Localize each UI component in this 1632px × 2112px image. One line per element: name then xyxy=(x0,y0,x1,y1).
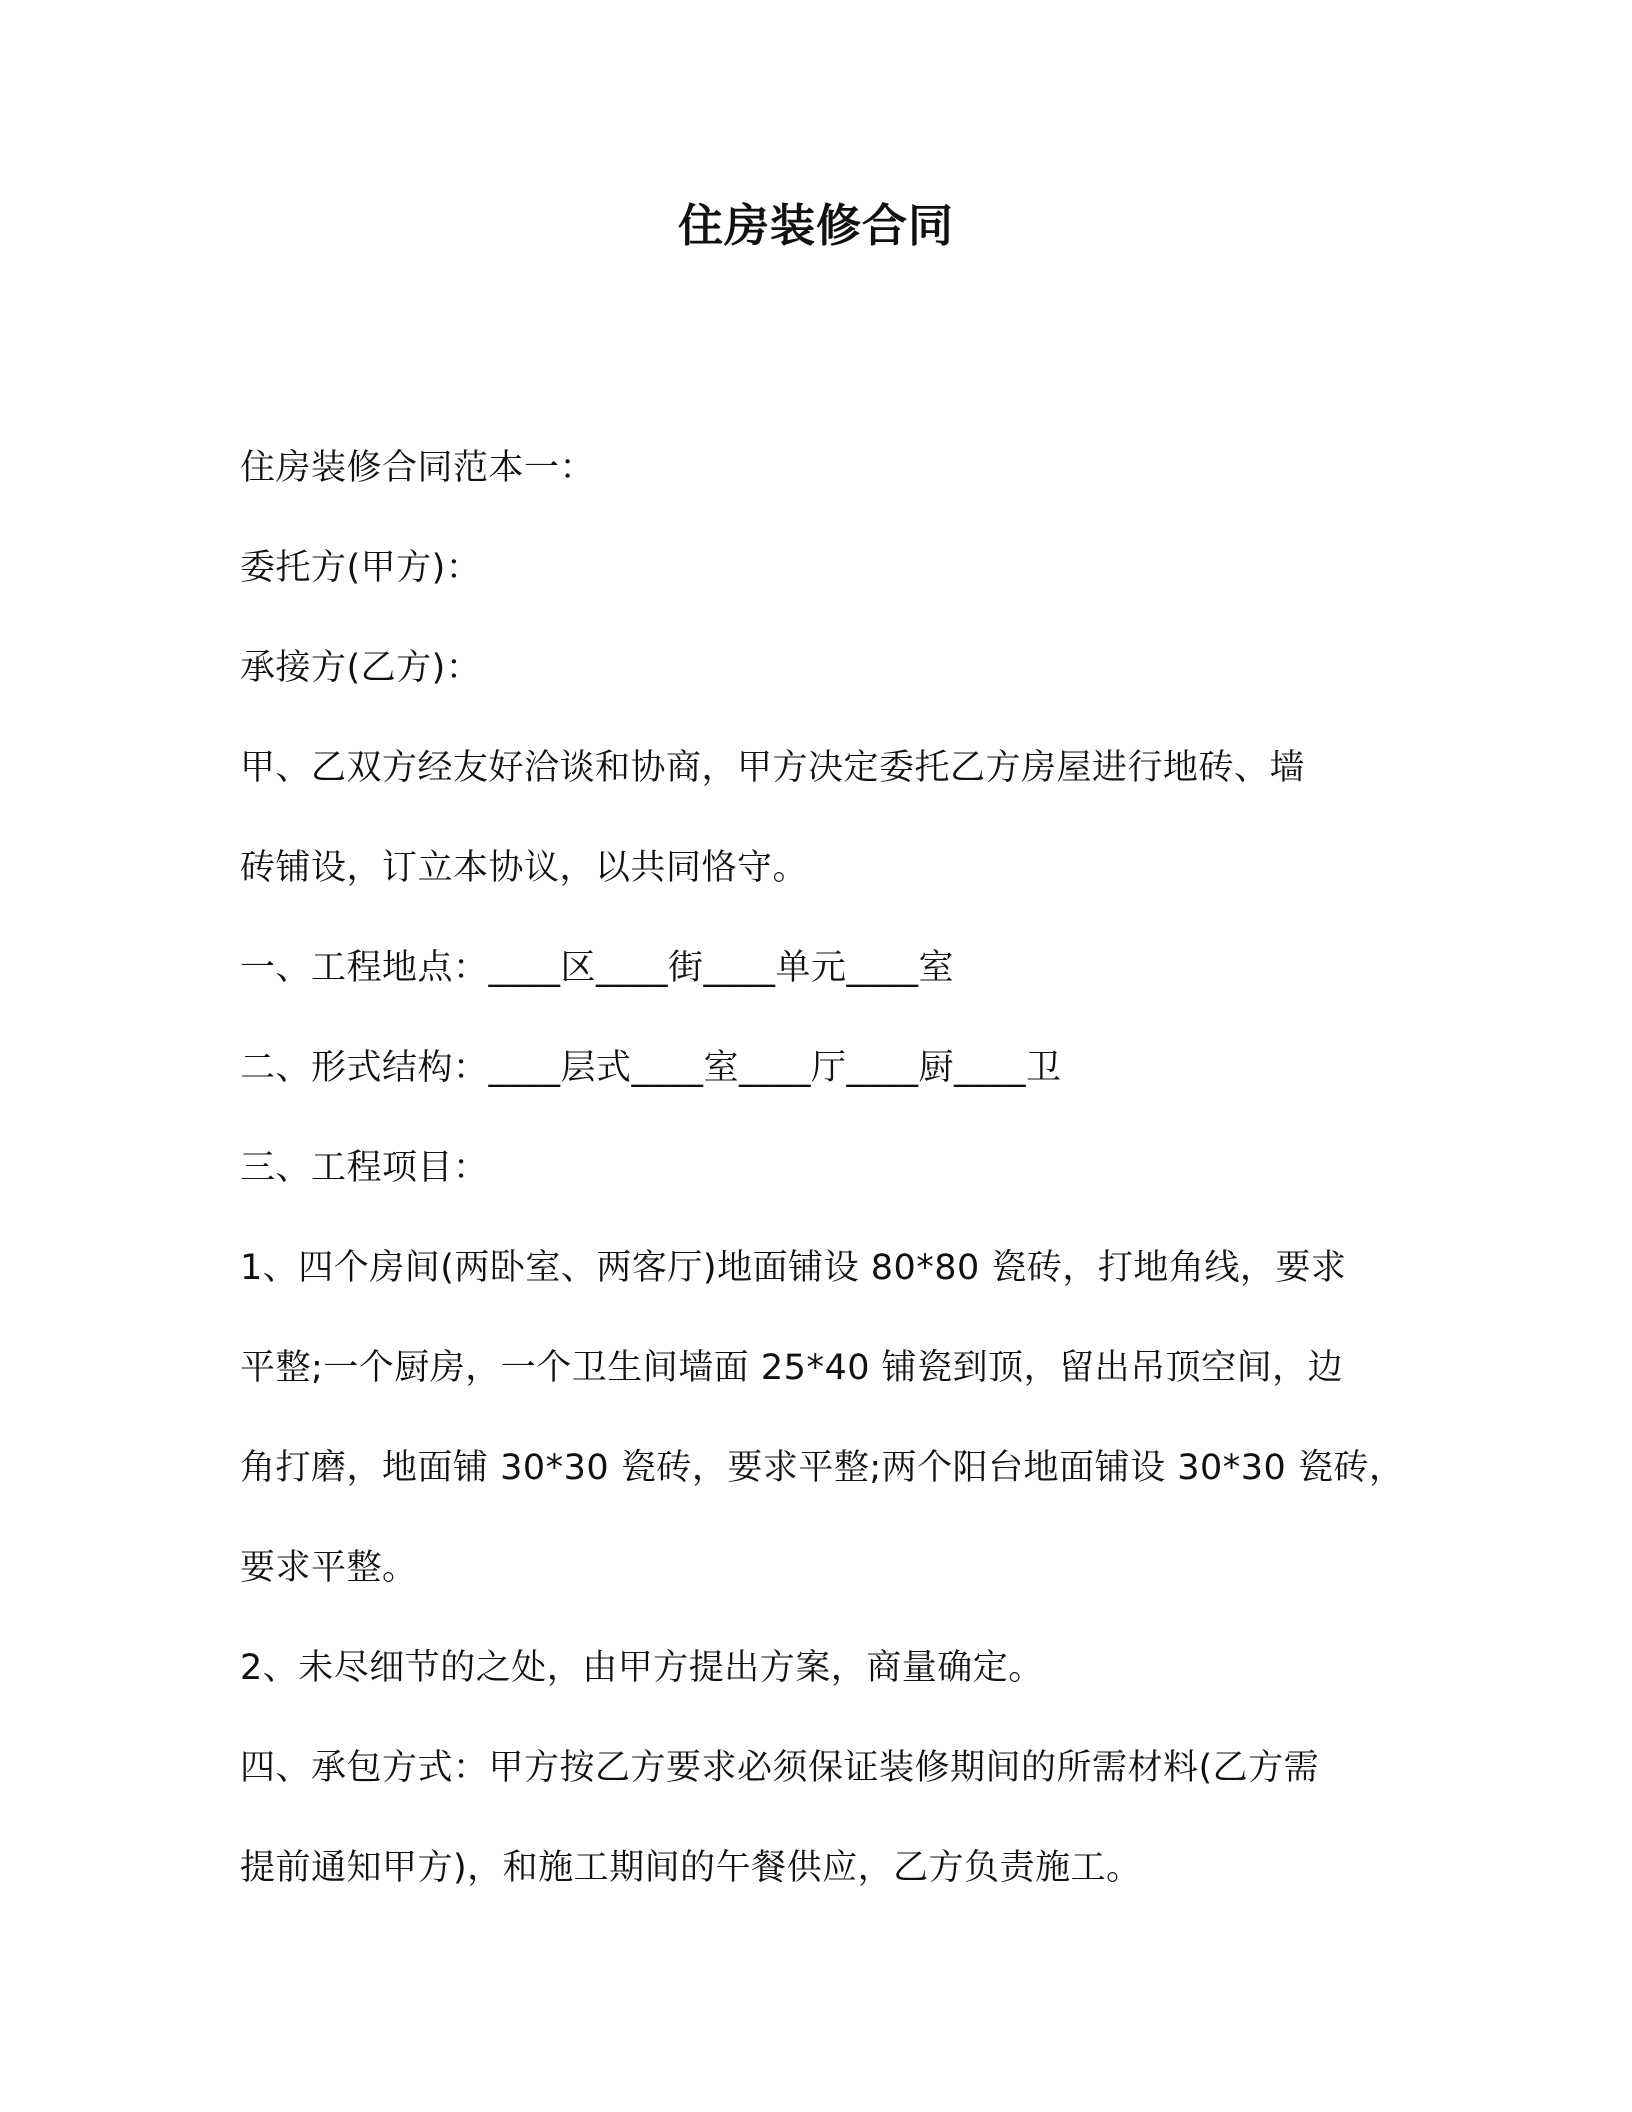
text-line-party-a: 委托方(甲方)： xyxy=(240,548,482,588)
text-line-party-b: 承接方(乙方)： xyxy=(240,648,482,688)
text-line-contract-2: 提前通知甲方)，和施工期间的午餐供应，乙方负责施工。 xyxy=(240,1848,1142,1888)
text-line-item1-2: 平整;一个厨房，一个卫生间墙面 25*40 铺瓷到顶，留出吊顶空间，边 xyxy=(240,1348,1344,1388)
text-line-preamble-1: 甲、乙双方经友好洽谈和协商，甲方决定委托乙方房屋进行地砖、墙 xyxy=(240,748,1306,788)
text-line-item1-4: 要求平整。 xyxy=(240,1548,418,1588)
text-line-item1-3: 角打磨，地面铺 30*30 瓷砖，要求平整;两个阳台地面铺设 30*30 瓷砖， xyxy=(240,1448,1405,1488)
text-line-item1-1: 1、四个房间(两卧室、两客厅)地面铺设 80*80 瓷砖，打地角线，要求 xyxy=(240,1248,1347,1288)
text-line-project-heading: 三、工程项目： xyxy=(240,1148,489,1188)
text-line-location: 一、工程地点：____区____街____单元____室 xyxy=(240,948,955,988)
text-line-intro: 住房装修合同范本一： xyxy=(240,448,596,488)
text-line-item2: 2、未尽细节的之处，由甲方提出方案，商量确定。 xyxy=(240,1648,1044,1688)
text-line-structure: 二、形式结构：____层式____室____厅____厨____卫 xyxy=(240,1048,1062,1088)
document-body xyxy=(240,418,1420,1918)
text-line-contract-1: 四、承包方式：甲方按乙方要求必须保证装修期间的所需材料(乙方需 xyxy=(240,1748,1320,1788)
document-title: 住房装修合同 xyxy=(677,199,954,252)
text-line-preamble-2: 砖铺设，订立本协议，以共同恪守。 xyxy=(240,848,809,888)
